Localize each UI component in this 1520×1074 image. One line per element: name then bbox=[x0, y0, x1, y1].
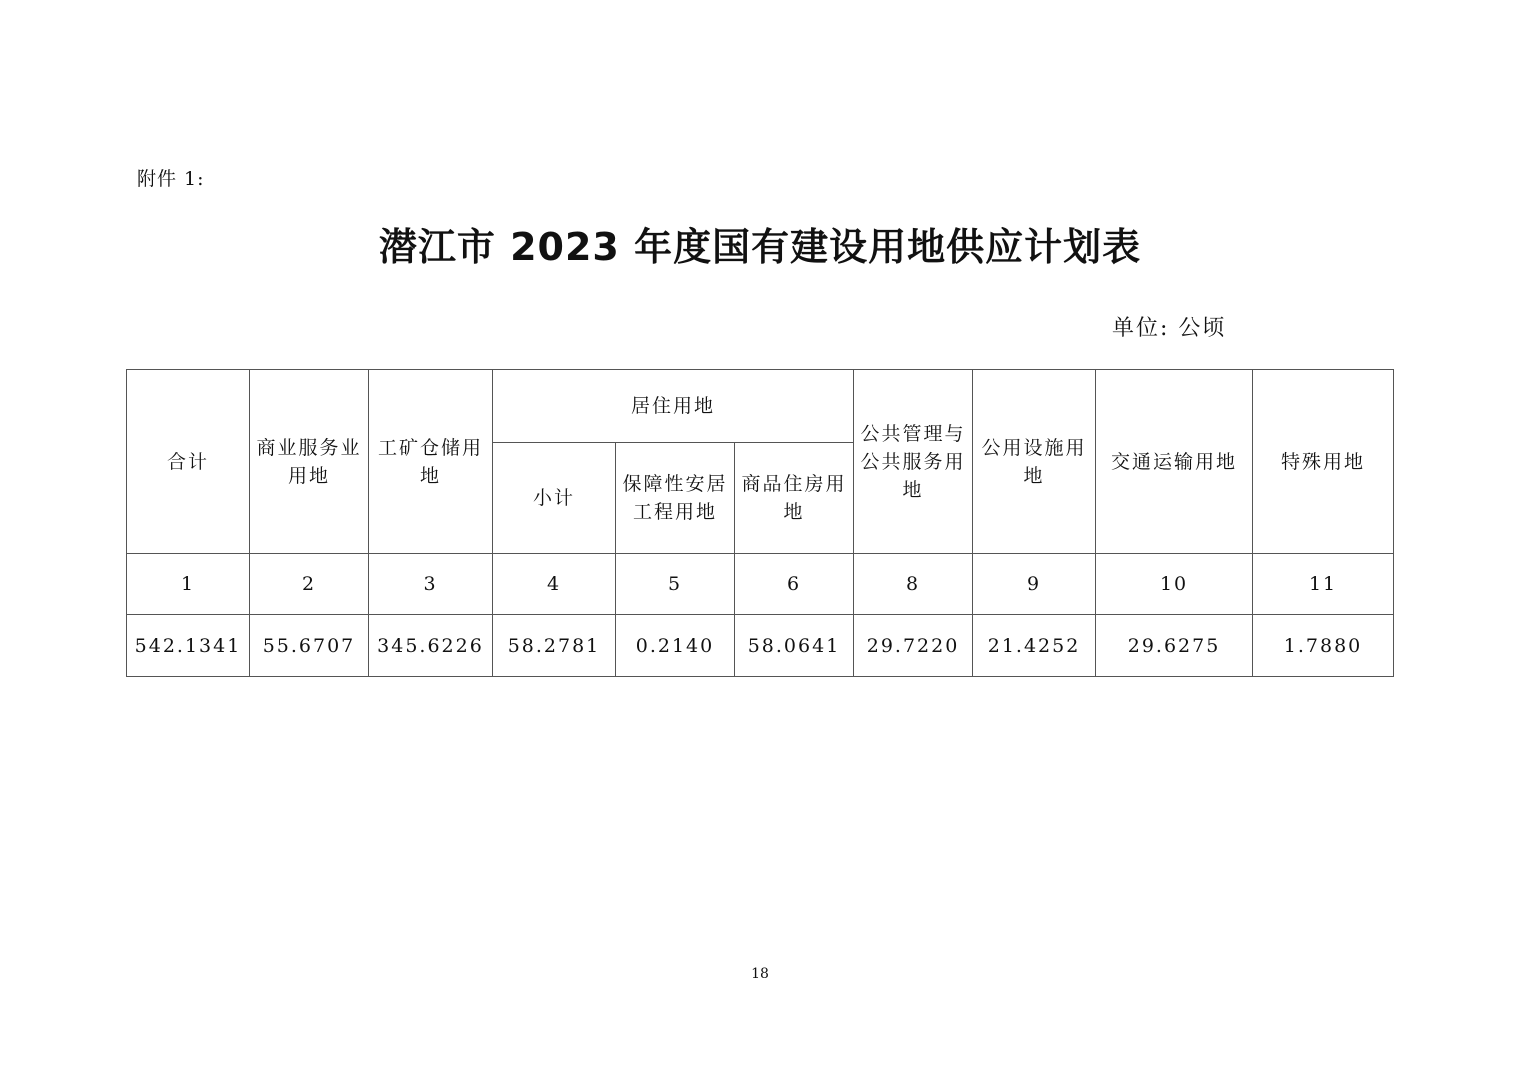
header-industrial: 工矿仓储用地 bbox=[369, 370, 493, 554]
value-cell-commercial: 55.6707 bbox=[250, 615, 369, 677]
header-commodity-housing: 商品住房用地 bbox=[735, 443, 854, 554]
index-cell: 9 bbox=[973, 554, 1096, 615]
header-residential-subtotal: 小计 bbox=[493, 443, 616, 554]
value-cell-affordable-housing: 0.2140 bbox=[616, 615, 735, 677]
value-cell-industrial: 345.6226 bbox=[369, 615, 493, 677]
value-cell-commodity-housing: 58.0641 bbox=[735, 615, 854, 677]
value-row bbox=[127, 615, 1394, 677]
value-cell-public-service: 29.7220 bbox=[854, 615, 973, 677]
value-cell-utilities: 21.4252 bbox=[973, 615, 1096, 677]
unit-label: 单位: 公顷 bbox=[1112, 316, 1227, 341]
header-special: 特殊用地 bbox=[1253, 370, 1394, 554]
header-utilities: 公用设施用地 bbox=[973, 370, 1096, 554]
header-commercial: 商业服务业用地 bbox=[250, 370, 369, 554]
page-number: 18 bbox=[751, 966, 769, 982]
land-supply-table bbox=[126, 369, 1394, 677]
page-title: 潜江市 2023 年度国有建设用地供应计划表 bbox=[378, 225, 1142, 269]
header-transport: 交通运输用地 bbox=[1096, 370, 1253, 554]
value-cell-residential-subtotal: 58.2781 bbox=[493, 615, 616, 677]
index-cell: 11 bbox=[1253, 554, 1394, 615]
index-cell: 1 bbox=[127, 554, 250, 615]
header-total: 合计 bbox=[127, 370, 250, 554]
index-cell: 4 bbox=[493, 554, 616, 615]
header-affordable-housing: 保障性安居工程用地 bbox=[616, 443, 735, 554]
index-cell: 6 bbox=[735, 554, 854, 615]
index-cell: 2 bbox=[250, 554, 369, 615]
value-cell-special: 1.7880 bbox=[1253, 615, 1394, 677]
index-row bbox=[127, 554, 1394, 615]
index-cell: 10 bbox=[1096, 554, 1253, 615]
value-cell-total: 542.1341 bbox=[127, 615, 250, 677]
header-residential-group: 居住用地 bbox=[493, 370, 854, 443]
index-cell: 3 bbox=[369, 554, 493, 615]
index-cell: 5 bbox=[616, 554, 735, 615]
value-cell-transport: 29.6275 bbox=[1096, 615, 1253, 677]
attachment-label: 附件 1: bbox=[137, 168, 205, 190]
header-row-1 bbox=[127, 370, 1394, 443]
header-public-service: 公共管理与公共服务用地 bbox=[854, 370, 973, 554]
index-cell: 8 bbox=[854, 554, 973, 615]
